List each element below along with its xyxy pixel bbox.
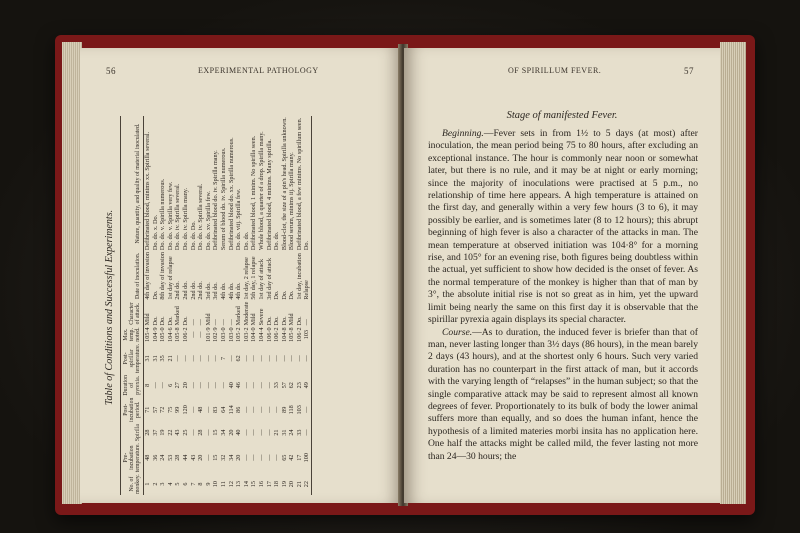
table-cell: 105·0 [159, 327, 167, 342]
table-cell: — [280, 355, 288, 362]
table-cell: 46 [235, 382, 243, 389]
table-cell: — [197, 319, 205, 326]
table-cell: — [189, 406, 197, 413]
table-cell: 6 [181, 482, 189, 486]
table-cell: 36 [151, 454, 159, 461]
right-running-head: OF SPIRILLUM FEVER. [508, 66, 602, 75]
table-cell: — [242, 454, 250, 461]
table-row [258, 116, 266, 495]
table-cell: 106·2 [181, 327, 189, 342]
table-cell: 53 [166, 454, 174, 461]
table-cell: 3rd do. [212, 282, 220, 300]
table-cell: 22 [303, 473, 311, 495]
table-cell: Defibrinated blood, minims xx. Spirilla several. [144, 131, 151, 251]
paragraph-lead: Beginning. [442, 128, 484, 139]
table-cell: 65 [280, 454, 288, 461]
table-row [235, 116, 243, 495]
table-row [273, 116, 281, 495]
table-cell: 120 [181, 405, 189, 415]
table-cell: — [204, 429, 212, 436]
table-cell: — [197, 355, 205, 362]
table-cell: Blood-clot, the size of a pin's head. Spirilla unknown. [280, 117, 288, 251]
experiments-table [120, 116, 312, 495]
table-cell: 1st day, incubation [295, 253, 303, 300]
table-row [182, 116, 190, 495]
table-cell: — [181, 355, 189, 362]
paragraph-lead: Course. [442, 326, 473, 338]
table-cell: Do. do. v. Spirilla very few. [166, 181, 174, 251]
table-cell: 89 [280, 406, 288, 413]
table-cell: — [250, 454, 258, 461]
table-cell: 100 [303, 442, 311, 473]
table-header-cell: Max. temp. noted. [121, 326, 144, 342]
table-cell: Do. [303, 116, 311, 251]
table-cell: 62 [235, 355, 243, 362]
table-cell: 28 [174, 454, 182, 461]
section-title: Stage of manifested Fever. [506, 110, 618, 121]
table-cell: 35 [159, 355, 167, 362]
table-cell: 3rd day of attack [265, 257, 273, 300]
table-cell: — [219, 319, 227, 326]
table-cell: — [250, 355, 258, 362]
table-cell: Do. [273, 316, 281, 326]
table-cell: — [242, 429, 250, 436]
table-cell: 72 [159, 406, 167, 413]
table-cell: 25 [181, 429, 189, 436]
table-header-cell: Nature, quantity, and quality of material inoculated. [121, 116, 144, 251]
table-cell: — [265, 355, 273, 362]
table-cell: 1st day, 2 relapse [242, 257, 250, 300]
table-cell: 19 [159, 429, 167, 436]
table-cell: 40 [227, 382, 235, 389]
table-cell: — [212, 355, 220, 362]
table-cell: 2nd do. [174, 281, 182, 300]
table-cell: 104·9 [151, 327, 159, 342]
table-cell: 31 [144, 355, 151, 362]
table-cell: 13 [235, 481, 243, 488]
table-cell: Do. do. xv. Spirilla few. [204, 191, 212, 251]
table-header-cell: Character of attack. [121, 301, 144, 327]
table-cell: 75 [166, 406, 174, 413]
table-cell: Do. [181, 316, 189, 326]
table-cell: 105·2 [235, 327, 243, 342]
table-cell: 102·9 [212, 327, 220, 342]
table-cell: 14 [242, 481, 250, 488]
table-cell: 48 [144, 454, 151, 461]
table-cell: — [189, 355, 197, 362]
table-cell: 10 [212, 481, 220, 488]
table-cell: 8th day of invasion [159, 252, 167, 300]
table-row [250, 116, 258, 495]
table-cell: 21 [295, 481, 303, 488]
table-cell: 104·6 [166, 327, 174, 342]
table-cell: Defibrinated blood do. xx. Spirilla numerous. [227, 137, 235, 251]
table-cell: — [242, 355, 250, 362]
table-cell: 20 [235, 454, 243, 461]
table-cell: Do. do. x. Do. [151, 214, 159, 251]
table-cell: Do. do. [273, 231, 281, 251]
table-cell: Do. do. iv. Spirilla many. [181, 187, 189, 251]
table-cell: 104·4 [257, 327, 265, 342]
table-cell: 7 [219, 356, 227, 360]
table-cell: — [227, 319, 235, 326]
table-cell: 27 [174, 382, 182, 389]
table-row [190, 116, 198, 495]
table-cell: — [189, 382, 197, 389]
table-cell: 22 [166, 429, 174, 436]
table-cell: 105·4 [144, 327, 151, 342]
table-cell: Mild [144, 313, 151, 326]
table-cell: 17 [295, 454, 303, 461]
table-cell: 42 [288, 454, 296, 461]
table-cell: 4th do. [235, 282, 243, 300]
table-row [228, 116, 236, 495]
table-row [167, 116, 175, 495]
table-cell: Do. [159, 316, 167, 326]
table-row [243, 116, 251, 495]
table-cell: 5 [174, 482, 182, 486]
table-cell: 104·8 [280, 327, 288, 342]
left-page [80, 48, 402, 503]
table-cell: Mild [288, 313, 296, 326]
table-cell: — [288, 355, 296, 362]
table-cell: 106·0 [265, 327, 273, 342]
table-cell: — [265, 454, 273, 461]
table-cell: — [250, 382, 258, 389]
table-cell: Do. do. Do. [189, 221, 197, 251]
table-cell: 34 [227, 454, 235, 461]
table-cell: — [295, 355, 303, 362]
table-cell: — [204, 454, 212, 461]
table-row [174, 116, 182, 495]
table-row [281, 116, 289, 495]
table-title: Table of Conditions and Successful Experiments. [104, 209, 115, 406]
table-cell: 24 [288, 429, 296, 436]
table-cell: — [265, 406, 273, 413]
table-cell: Moderate [242, 301, 250, 326]
table-cell: — [189, 331, 197, 338]
table-cell: Defibrinated blood, 4 minims. Many spirilla. [265, 139, 273, 251]
table-cell: 106·2 [295, 327, 303, 342]
table-cell: 33 [273, 382, 281, 389]
table-cell: 4th day of invasion [144, 252, 151, 300]
table-cell: — [189, 429, 197, 436]
table-cell: 20 [227, 429, 235, 436]
table-cell: 15 [250, 481, 258, 488]
table-row [220, 116, 228, 495]
table-row [152, 116, 160, 495]
table-cell: 6 [166, 383, 174, 387]
table-cell: Do. do. viij. Spirilla few. [235, 188, 243, 251]
table-cell: Do. [288, 290, 296, 300]
table-cell: 21 [166, 355, 174, 362]
table-row [197, 116, 205, 495]
table-cell: 3rd do. [204, 282, 212, 300]
table-cell: — [257, 454, 265, 461]
table-cell: 49 [303, 374, 311, 397]
table-row [303, 116, 311, 495]
table-cell: 32 [219, 454, 227, 461]
table-header-cell: Post-incubation period. [121, 397, 144, 423]
table-cell: 57 [151, 406, 159, 413]
table-cell: — [303, 423, 311, 442]
table-cell: Do. do. iv. Spirilla several. [174, 183, 182, 251]
table-cell: — [189, 319, 197, 326]
table-row [288, 116, 296, 495]
table-cell: — [303, 397, 311, 423]
table-cell: — [273, 406, 281, 413]
table-cell: 5th day, 1 relapse [250, 256, 258, 300]
table-cell: — [204, 406, 212, 413]
table-cell: Do. do. v. Spirilla numerous. [159, 178, 167, 251]
table-cell: Relapse [303, 251, 311, 301]
table-cell: — [303, 343, 311, 374]
table-cell: — [257, 406, 265, 413]
table-cell: 18 [273, 481, 281, 488]
table-cell: 2 [151, 482, 159, 486]
table-cell: 114 [227, 405, 235, 415]
table-cell: — [250, 406, 258, 413]
table-cell: — [151, 382, 159, 389]
table-cell: 40 [235, 429, 243, 436]
left-running-head: EXPERIMENTAL PATHOLOGY [198, 66, 319, 75]
table-cell: Mild [250, 313, 258, 326]
table-cell: 21 [273, 429, 281, 436]
table-cell: Do. [280, 316, 288, 326]
table-cell: Do. do. [242, 231, 250, 251]
table-cell: 11 [219, 481, 227, 488]
table-cell: 103·2 [242, 327, 250, 342]
table-cell: 104·0 [250, 327, 258, 342]
table-cell: 71 [144, 406, 151, 413]
table-cell: — [273, 454, 281, 461]
table-cell: 15 [212, 429, 220, 436]
table-cell: — [303, 301, 311, 327]
paragraph-course [428, 327, 698, 463]
table-cell: 103 [295, 405, 303, 415]
table-cell: 16 [257, 481, 265, 488]
table-cell: 2nd do. [181, 281, 189, 300]
table-cell: 12 [227, 481, 235, 488]
table-cell: 43 [189, 454, 197, 461]
table-cell: — [250, 429, 258, 436]
table-cell: Do. [273, 290, 281, 300]
table-cell: 106·2 [273, 327, 281, 342]
table-cell: 20 [181, 382, 189, 389]
table-cell: 17 [265, 481, 273, 488]
table-cell: 8 [144, 383, 151, 387]
table-cell: Do. [151, 316, 159, 326]
table-cell: Do. [265, 316, 273, 326]
table-cell: — [212, 319, 220, 326]
table-cell: Defibrinated blood, a few minims. No spirillum seen. [295, 117, 303, 251]
table-cell: Defibrinated blood do. iv. Spirilla many. [212, 150, 220, 251]
table-row [212, 116, 220, 495]
paragraph-text: —As to duration, the induced fever is briefer than that of man, never lasting longer than 3½ days (86 hours), in the mean barely 2 days (43 hours), and at the shortest only 6 hours. Such very varied duration has no counterpart in the first attack of man, but it accords with the varying length of “relapses” in the human subject; so that the single comparative attack may be said to represent almost all known degrees of fever. Proportionately to its bulk of body the lower animal suffers more than equally, and so does the human infant, hence the hypothesis of a limited materies morbi insita has no application here. One half the attacks might be called mild, the fever lasting not more than 24—30 hours; the [428, 326, 698, 462]
table-cell: 64 [219, 406, 227, 413]
table-row [205, 116, 213, 495]
page-edges-left [62, 42, 82, 504]
table-cell: Do. [151, 290, 159, 300]
table-cell: 33 [295, 429, 303, 436]
table-cell: 24 [159, 454, 167, 461]
table-cell: 19 [280, 481, 288, 488]
table-cell: 83 [212, 406, 220, 413]
table-cell: 86 [235, 406, 243, 413]
left-page-number: 56 [106, 66, 116, 76]
table-cell: 3 [159, 482, 167, 486]
table-cell: 43 [174, 429, 182, 436]
table-cell: 28 [197, 429, 205, 436]
right-page [404, 48, 720, 503]
table-cell: — [204, 382, 212, 389]
table-cell: 8 [197, 482, 205, 486]
table-cell: 48 [197, 406, 205, 413]
table-cell: Whole blood, a quarter of a drop. Spirilla many. [257, 131, 265, 251]
table-cell: Severe [257, 308, 265, 326]
table-cell: 103·0 [219, 327, 227, 342]
table-cell: 103·0 [227, 327, 235, 342]
table-header-cell: No. of monkey. [121, 473, 144, 495]
table-cell: 2nd do. [197, 281, 205, 300]
table-cell: 1 [144, 482, 151, 486]
table-cell: 7 [189, 482, 197, 486]
table-cell: 20 [288, 481, 296, 488]
table-cell: 28 [144, 429, 151, 436]
table-cell: 118 [288, 405, 296, 415]
table-header-cell: Date of inoculation. [121, 251, 144, 301]
table-cell: 99 [174, 406, 182, 413]
table-cell: — [242, 382, 250, 389]
table-cell: 105·8 [288, 327, 296, 342]
table-cell: — [242, 406, 250, 413]
table-cell: 31 [280, 429, 288, 436]
table-header-cell: Duration of pyrexia. [121, 374, 144, 397]
table-cell: 44 [181, 454, 189, 461]
table-row [296, 116, 304, 495]
table-row [266, 116, 274, 495]
table-cell: Do. do. iv. Spirilla several. [197, 183, 205, 251]
table-cell: 2nd do. [189, 281, 197, 300]
table-row [144, 116, 152, 495]
table-cell: Do. [280, 290, 288, 300]
table-cell: — [273, 355, 281, 362]
table-header-cell: Spirilla [121, 423, 144, 442]
table-cell: 9 [204, 482, 212, 486]
table-cell: — [257, 429, 265, 436]
table-cell: Marked [174, 306, 182, 326]
table-cell: 31 [151, 355, 159, 362]
table-cell: Defibrinated blood, 1 minim. No spirilla seen. [250, 135, 258, 251]
table-cell: 57 [280, 382, 288, 389]
table-cell: 1st day of relapse [166, 256, 174, 300]
right-page-number: 57 [684, 66, 694, 76]
table-cell: Mild [204, 313, 212, 326]
paragraph-beginning [428, 128, 698, 327]
table-cell: 23 [295, 382, 303, 389]
table-cell: Serum of blood do. iv. Spirilla numerous. [219, 147, 227, 251]
page-edges-right [720, 42, 746, 504]
table-cell: — [197, 331, 205, 338]
paragraph-text: —Fever sets in from 1½ to 5 days (at most) after inoculation, the mean period being 75 to 80 hours, after excluding an exceptional instance. The hour is commonly near noon or somewhat later, but there is no rule, and it may be at night or early morning; since the majority of inoculations were practised at 5 p.m., no relationship of time here appears. A high temperature is attained on the first day, and generally within a very few hours (3 to 6), it may possibly be earlier, and is sometimes later (8 to 12 hours); this abrupt beginning of high fever is also a character of the attacks in man. The mean temperature at observed initiation was 104·8° for a morning rise, and 105° for an evening rise, both figures being doubtless within the actual, yet sufficient to show how decided is the onset of fever. As the normal temperature of the monkey is higher than that of man by 3°, the absolute initial rise is not so great as in him, yet the upward limit being nearly the same on this first day it is observable that the spirillar pyrexia again displays its special character. [428, 128, 698, 326]
table-cell: — [197, 382, 205, 389]
body-text [428, 128, 698, 463]
table-cell: 4 [166, 482, 174, 486]
table-cell: Blood serum, minims iij. Spirilla many. [288, 152, 296, 251]
table-cell: 105·8 [174, 327, 182, 342]
rotated-table-area [104, 117, 384, 495]
table-cell: 4th do. [219, 282, 227, 300]
table-cell: — [257, 355, 265, 362]
table-cell: 1st day of attack [257, 258, 265, 300]
table-cell: — [159, 382, 167, 389]
table-header-cell: Post-spirillar temperature. [121, 343, 144, 374]
table-cell: — [265, 382, 273, 389]
table-cell: 37 [151, 429, 159, 436]
table-cell: — [174, 355, 182, 362]
table-cell: — [219, 382, 227, 389]
table-row [159, 116, 167, 495]
table-cell: — [212, 382, 220, 389]
table-cell: 15 [212, 454, 220, 461]
table-cell: — [257, 382, 265, 389]
table-cell: 34 [219, 429, 227, 436]
table-cell: — [227, 355, 235, 362]
table-cell: 20 [197, 454, 205, 461]
table-cell: Do. [295, 316, 303, 326]
table-cell: 103 [303, 326, 311, 342]
table-header-cell: Pre-incubation temperature. [121, 442, 144, 473]
table-cell: 62 [288, 382, 296, 389]
table-cell: — [204, 355, 212, 362]
table-cell: 101·9 [204, 327, 212, 342]
table-cell: — [265, 429, 273, 436]
table-cell: 4th do. [227, 282, 235, 300]
table-cell: Do. [166, 316, 174, 326]
table-cell: Marked [235, 306, 243, 326]
